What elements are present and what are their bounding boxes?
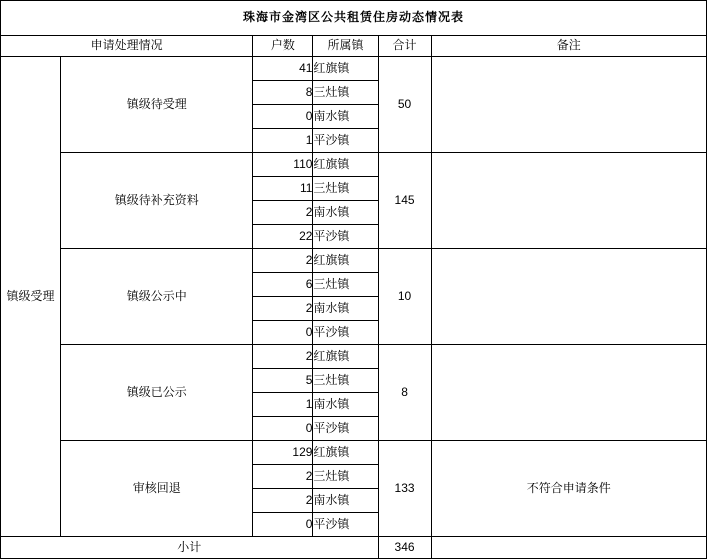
subtotal-value: 346 [378, 537, 431, 559]
group-total: 50 [378, 57, 431, 153]
page-title: 珠海市金湾区公共租赁住房动态情况表 [1, 1, 707, 36]
category-label: 审核回退 [61, 441, 253, 537]
households-value: 2 [253, 345, 313, 369]
households-value: 2 [253, 465, 313, 489]
section-label-town-level: 镇级受理 [1, 57, 61, 537]
group-remark [431, 57, 706, 153]
group-total: 133 [378, 441, 431, 537]
town-name: 平沙镇 [313, 513, 378, 537]
households-value: 2 [253, 249, 313, 273]
town-name: 三灶镇 [313, 369, 378, 393]
town-name: 红旗镇 [313, 57, 378, 81]
town-name: 平沙镇 [313, 225, 378, 249]
households-value: 129 [253, 441, 313, 465]
households-value: 2 [253, 201, 313, 225]
subtotal-label: 小计 [1, 537, 379, 559]
town-name: 平沙镇 [313, 417, 378, 441]
town-name: 红旗镇 [313, 249, 378, 273]
group-total: 10 [378, 249, 431, 345]
town-name: 南水镇 [313, 105, 378, 129]
column-header-remark: 备注 [431, 36, 706, 57]
households-value: 110 [253, 153, 313, 177]
group-remark: 不符合申请条件 [431, 441, 706, 537]
town-name: 三灶镇 [313, 465, 378, 489]
households-value: 11 [253, 177, 313, 201]
households-value: 1 [253, 129, 313, 153]
town-name: 南水镇 [313, 489, 378, 513]
category-label: 镇级公示中 [61, 249, 253, 345]
town-name: 红旗镇 [313, 441, 378, 465]
group-remark [431, 153, 706, 249]
column-header-town: 所属镇 [313, 36, 378, 57]
group-remark [431, 249, 706, 345]
households-value: 6 [253, 273, 313, 297]
town-name: 三灶镇 [313, 273, 378, 297]
households-value: 0 [253, 105, 313, 129]
households-value: 22 [253, 225, 313, 249]
town-name: 南水镇 [313, 297, 378, 321]
households-value: 0 [253, 321, 313, 345]
households-value: 5 [253, 369, 313, 393]
households-value: 1 [253, 393, 313, 417]
town-name: 三灶镇 [313, 81, 378, 105]
group-remark [431, 345, 706, 441]
column-header-total: 合计 [378, 36, 431, 57]
households-value: 41 [253, 57, 313, 81]
column-header-status: 申请处理情况 [1, 36, 253, 57]
households-value: 8 [253, 81, 313, 105]
group-total: 8 [378, 345, 431, 441]
category-label: 镇级待补充资料 [61, 153, 253, 249]
column-header-households: 户数 [253, 36, 313, 57]
town-name: 三灶镇 [313, 177, 378, 201]
households-value: 2 [253, 489, 313, 513]
town-name: 南水镇 [313, 201, 378, 225]
households-value: 2 [253, 297, 313, 321]
town-name: 南水镇 [313, 393, 378, 417]
town-name: 平沙镇 [313, 129, 378, 153]
households-value: 0 [253, 417, 313, 441]
town-name: 平沙镇 [313, 321, 378, 345]
town-name: 红旗镇 [313, 153, 378, 177]
category-label: 镇级已公示 [61, 345, 253, 441]
subtotal-remark [431, 537, 706, 559]
group-total: 145 [378, 153, 431, 249]
category-label: 镇级待受理 [61, 57, 253, 153]
households-value: 0 [253, 513, 313, 537]
town-name: 红旗镇 [313, 345, 378, 369]
